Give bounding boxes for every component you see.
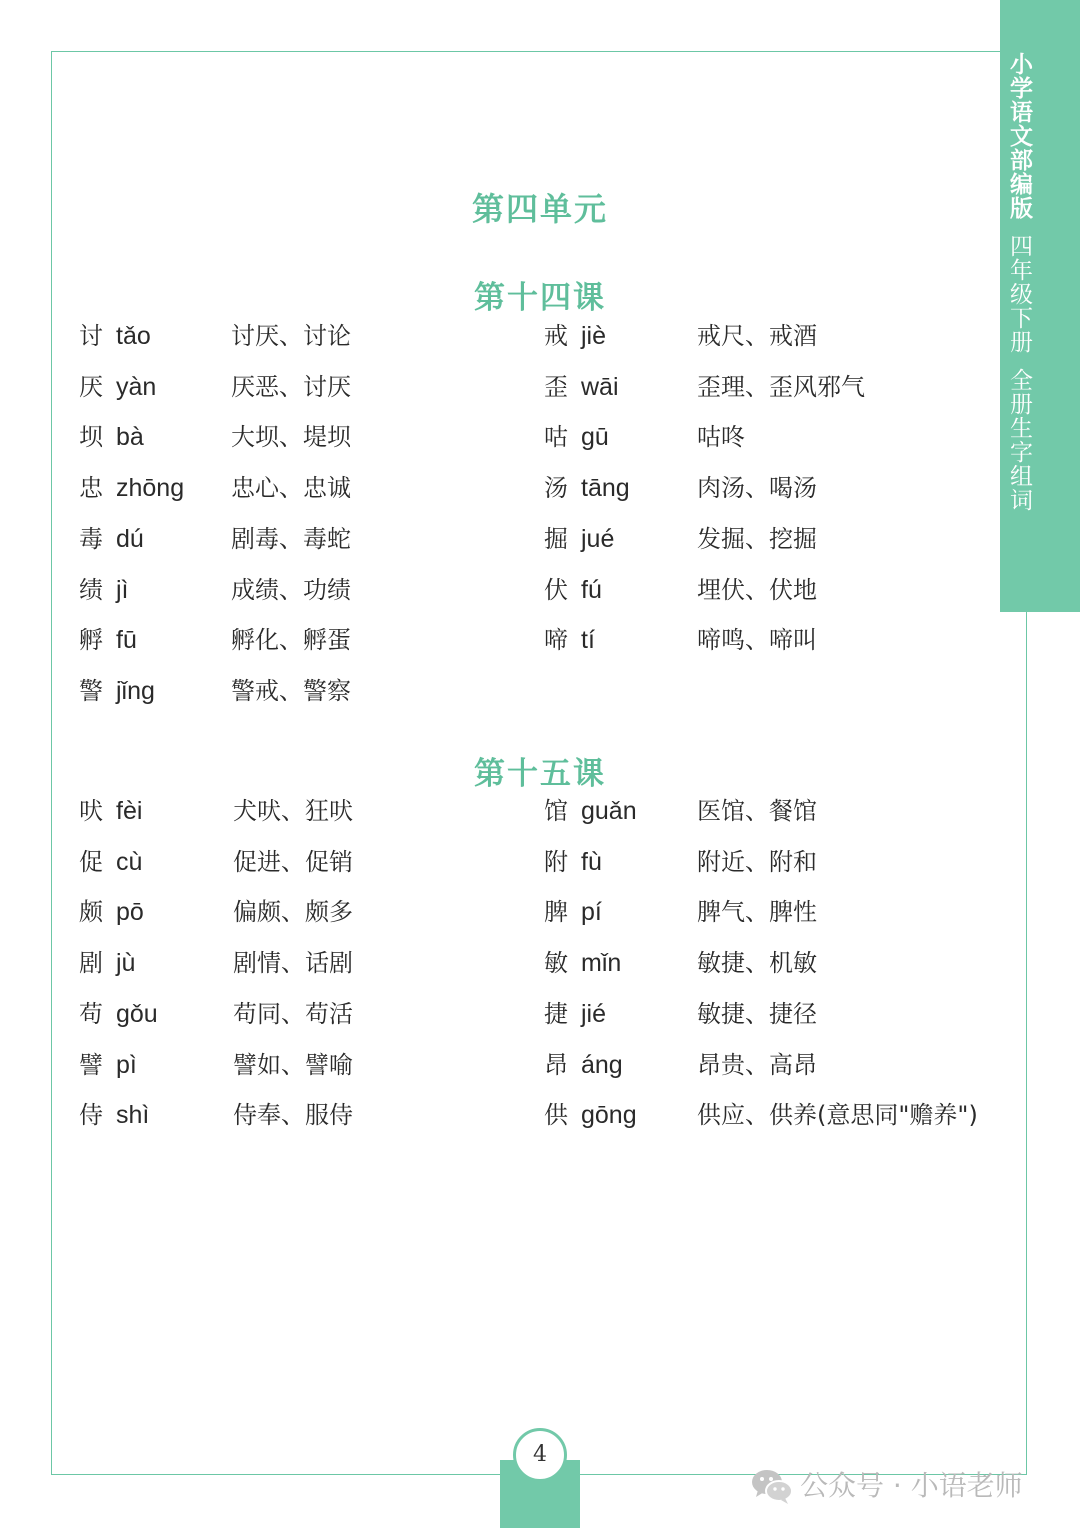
vocab-pinyin: pì: [116, 1050, 137, 1079]
vocab-char: 脾: [544, 898, 568, 927]
vocab-pinyin: fū: [116, 626, 137, 655]
vocab-char: 吠: [79, 797, 103, 825]
vocab-words: 啼鸣、啼叫: [697, 626, 817, 655]
vocab-char: 毒: [79, 524, 103, 553]
vocab-pinyin: gōng: [581, 1101, 637, 1130]
side-tab-subtitle: 全册生字组词: [1006, 368, 1032, 512]
vocab-words: 苟同、苟活: [233, 999, 353, 1028]
vocab-char: 掘: [544, 524, 568, 553]
vocab-pinyin: fèi: [116, 797, 143, 825]
vocab-pinyin: jì: [116, 575, 129, 604]
vocab-words: 戒尺、戒酒: [697, 322, 817, 350]
vocab-pinyin: shì: [116, 1101, 150, 1130]
wechat-icon: [750, 1466, 794, 1506]
vocab-words: 医馆、餐馆: [697, 797, 817, 825]
vocab-pinyin: pí: [581, 898, 602, 927]
vocab-char: 厌: [79, 372, 103, 401]
vocab-words: 犬吠、狂吠: [233, 797, 353, 825]
vocab-char: 侍: [79, 1101, 103, 1130]
side-tab-series: 小学语文部编版: [1006, 52, 1032, 220]
vocab-words: 孵化、孵蛋: [231, 626, 351, 655]
vocab-pinyin: fú: [581, 575, 602, 604]
vocab-char: 促: [79, 847, 103, 876]
vocab-words: 成绩、功绩: [231, 575, 351, 604]
vocab-char: 供: [544, 1101, 568, 1130]
vocab-pinyin: tǎo: [116, 322, 151, 350]
vocab-pinyin: pō: [116, 898, 144, 927]
unit-title: 第四单元: [471, 190, 608, 228]
vocab-words: 警戒、警察: [231, 676, 351, 705]
vocab-pinyin: tí: [581, 626, 595, 655]
lesson-title-15: 第十五课: [474, 756, 606, 792]
vocab-pinyin: tāng: [581, 474, 630, 503]
vocab-pinyin: áng: [581, 1050, 623, 1079]
vocab-char: 苟: [79, 999, 103, 1028]
lesson-title-14: 第十四课: [474, 280, 606, 316]
vocab-words: 剧情、话剧: [233, 949, 353, 978]
vocab-char: 剧: [79, 949, 103, 978]
vocab-pinyin: fù: [581, 847, 602, 876]
vocab-char: 戒: [544, 322, 568, 350]
vocab-words: 讨厌、讨论: [231, 322, 351, 350]
vocab-words: 附近、附和: [697, 847, 817, 876]
vocab-char: 颇: [79, 898, 103, 927]
vocab-pinyin: bà: [116, 423, 144, 452]
vocab-char: 附: [544, 847, 568, 876]
watermark-text: 公众号 · 小语老师: [800, 1469, 1023, 1502]
vocab-words: 昂贵、高昂: [697, 1050, 817, 1079]
vocab-char: 敏: [544, 949, 568, 978]
vocab-words: 厌恶、讨厌: [231, 372, 351, 401]
vocab-char: 啼: [544, 626, 568, 655]
vocab-char: 馆: [544, 797, 568, 825]
vocab-char: 歪: [544, 372, 568, 401]
vocab-char: 绩: [79, 575, 103, 604]
vocab-words: 大坝、堤坝: [231, 423, 351, 452]
vocab-char: 坝: [79, 423, 103, 452]
vocab-pinyin: jù: [116, 949, 136, 978]
vocab-pinyin: gǒu: [116, 999, 158, 1028]
vocab-pinyin: dú: [116, 524, 144, 553]
page-number: 4: [513, 1428, 567, 1482]
vocab-pinyin: jǐng: [116, 676, 155, 705]
vocab-pinyin: zhōng: [116, 474, 185, 503]
vocab-words: 发掘、挖掘: [697, 524, 817, 553]
vocab-char: 伏: [544, 575, 568, 604]
vocab-words: 供应、供养(意思同"赡养"): [697, 1101, 978, 1130]
vocab-pinyin: mǐn: [581, 949, 622, 978]
vocab-words: 埋伏、伏地: [697, 575, 817, 604]
vocab-char: 忠: [79, 474, 103, 503]
side-tab-grade: 四年级下册: [1006, 234, 1032, 354]
vocab-words: 促进、促销: [233, 847, 353, 876]
vocab-pinyin: wāi: [581, 372, 619, 401]
vocab-words: 歪理、歪风邪气: [697, 372, 865, 401]
vocab-char: 捷: [544, 999, 568, 1028]
vocab-char: 譬: [79, 1050, 103, 1079]
vocab-words: 咕咚: [697, 423, 745, 452]
vocab-pinyin: jué: [581, 524, 615, 553]
vocab-pinyin: yàn: [116, 372, 157, 401]
vocab-pinyin: gū: [581, 423, 609, 452]
vocab-char: 咕: [544, 423, 568, 452]
vocab-words: 偏颇、颇多: [233, 898, 353, 927]
vocab-char: 汤: [544, 474, 568, 503]
vocab-char: 讨: [79, 322, 103, 350]
vocab-char: 警: [79, 676, 103, 705]
vocab-pinyin: cù: [116, 847, 143, 876]
vocab-char: 昂: [544, 1050, 568, 1079]
vocab-pinyin: guǎn: [581, 797, 637, 825]
vocab-words: 肉汤、喝汤: [697, 474, 817, 503]
vocab-words: 脾气、脾性: [697, 898, 817, 927]
vocab-pinyin: jié: [581, 999, 607, 1028]
vocab-char: 孵: [79, 626, 103, 655]
vocab-words: 忠心、忠诚: [231, 474, 351, 503]
vocab-words: 譬如、譬喻: [233, 1050, 353, 1079]
vocab-words: 敏捷、机敏: [697, 949, 817, 978]
vocab-words: 敏捷、捷径: [697, 999, 817, 1028]
vocab-pinyin: jiè: [581, 322, 607, 350]
vocab-words: 侍奉、服侍: [233, 1101, 353, 1130]
vocab-words: 剧毒、毒蛇: [231, 524, 351, 553]
